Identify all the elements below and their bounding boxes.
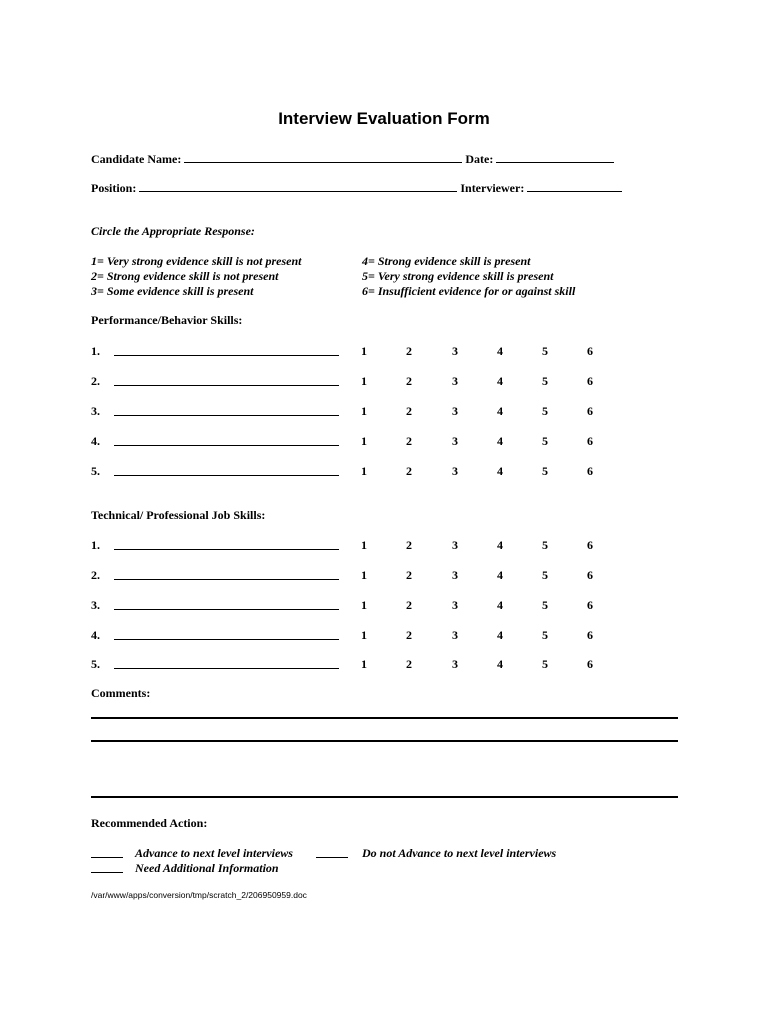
rating-option-2[interactable]: 2 <box>406 628 412 642</box>
rating-option-5[interactable]: 5 <box>542 657 548 671</box>
rating-option-3[interactable]: 3 <box>452 598 458 612</box>
not-advance-option: Do not Advance to next level interviews <box>362 846 557 860</box>
rating-option-3[interactable]: 3 <box>452 344 458 358</box>
row-number: 4. <box>91 628 100 642</box>
row-number: 2. <box>91 374 100 388</box>
form-title: Interview Evaluation Form <box>278 109 490 128</box>
more-info-option: Need Additional Information <box>135 861 279 875</box>
rating-option-4[interactable]: 4 <box>497 434 503 448</box>
technical-skills-heading: Technical/ Professional Job Skills: <box>91 508 266 522</box>
rating-option-1[interactable]: 1 <box>361 657 367 671</box>
rating-option-5[interactable]: 5 <box>542 568 548 582</box>
rating-option-2[interactable]: 2 <box>406 434 412 448</box>
rating-option-1[interactable]: 1 <box>361 628 367 642</box>
rating-option-6[interactable]: 6 <box>587 404 593 418</box>
skill-blank-line[interactable] <box>114 549 339 550</box>
rating-option-2[interactable]: 2 <box>406 538 412 552</box>
skill-blank-line[interactable] <box>114 579 339 580</box>
rating-option-4[interactable]: 4 <box>497 404 503 418</box>
rating-option-5[interactable]: 5 <box>542 538 548 552</box>
scale-item-1: 1= Very strong evidence skill is not present <box>91 254 302 268</box>
more-info-checkbox-line[interactable] <box>91 872 123 873</box>
skill-blank-line[interactable] <box>114 609 339 610</box>
file-path-footer: /var/www/apps/conversion/tmp/scratch_2/206950959.doc <box>91 890 307 900</box>
scale-item-2: 2= Strong evidence skill is not present <box>91 269 279 283</box>
rating-option-6[interactable]: 6 <box>587 434 593 448</box>
row-number: 2. <box>91 568 100 582</box>
rating-option-2[interactable]: 2 <box>406 598 412 612</box>
scale-item-6: 6= Insufficient evidence for or against skill <box>362 284 576 298</box>
rating-option-4[interactable]: 4 <box>497 344 503 358</box>
comment-line[interactable] <box>91 717 678 719</box>
skill-blank-line[interactable] <box>114 668 339 669</box>
skill-blank-line[interactable] <box>114 385 339 386</box>
comment-line[interactable] <box>91 796 678 798</box>
skill-blank-line[interactable] <box>114 639 339 640</box>
rating-option-3[interactable]: 3 <box>452 538 458 552</box>
rating-option-3[interactable]: 3 <box>452 657 458 671</box>
position-line[interactable] <box>139 179 457 192</box>
interviewer-line[interactable] <box>527 179 622 192</box>
skill-blank-line[interactable] <box>114 475 339 476</box>
date-label: Date: <box>465 152 494 166</box>
candidate-name-line[interactable] <box>184 150 462 163</box>
rating-option-6[interactable]: 6 <box>587 344 593 358</box>
scale-item-4: 4= Strong evidence skill is present <box>362 254 531 268</box>
rating-option-4[interactable]: 4 <box>497 628 503 642</box>
skill-blank-line[interactable] <box>114 355 339 356</box>
row-number: 5. <box>91 464 100 478</box>
position-field <box>91 179 622 196</box>
row-number: 3. <box>91 598 100 612</box>
rating-option-2[interactable]: 2 <box>406 568 412 582</box>
rating-option-4[interactable]: 4 <box>497 598 503 612</box>
rating-option-4[interactable]: 4 <box>497 374 503 388</box>
rating-option-4[interactable]: 4 <box>497 464 503 478</box>
row-number: 1. <box>91 344 100 358</box>
skill-blank-line[interactable] <box>114 415 339 416</box>
rating-option-1[interactable]: 1 <box>361 598 367 612</box>
rating-option-2[interactable]: 2 <box>406 657 412 671</box>
rating-option-3[interactable]: 3 <box>452 568 458 582</box>
row-number: 3. <box>91 404 100 418</box>
rating-option-3[interactable]: 3 <box>452 628 458 642</box>
rating-option-5[interactable]: 5 <box>542 434 548 448</box>
not-advance-checkbox-line[interactable] <box>316 857 348 858</box>
skill-blank-line[interactable] <box>114 445 339 446</box>
rating-option-6[interactable]: 6 <box>587 374 593 388</box>
date-line[interactable] <box>496 150 614 163</box>
rating-option-6[interactable]: 6 <box>587 538 593 552</box>
rating-option-2[interactable]: 2 <box>406 464 412 478</box>
rating-option-1[interactable]: 1 <box>361 568 367 582</box>
rating-option-3[interactable]: 3 <box>452 404 458 418</box>
comments-label: Comments: <box>91 686 151 700</box>
rating-option-4[interactable]: 4 <box>497 657 503 671</box>
rating-option-1[interactable]: 1 <box>361 374 367 388</box>
rating-option-1[interactable]: 1 <box>361 344 367 358</box>
rating-option-4[interactable]: 4 <box>497 538 503 552</box>
recommended-action-label: Recommended Action: <box>91 816 208 830</box>
candidate-name-label: Candidate Name: <box>91 152 182 166</box>
rating-option-1[interactable]: 1 <box>361 464 367 478</box>
row-number: 4. <box>91 434 100 448</box>
rating-option-1[interactable]: 1 <box>361 404 367 418</box>
rating-option-2[interactable]: 2 <box>406 404 412 418</box>
advance-option: Advance to next level interviews <box>135 846 293 860</box>
rating-option-1[interactable]: 1 <box>361 434 367 448</box>
rating-option-5[interactable]: 5 <box>542 598 548 612</box>
rating-option-5[interactable]: 5 <box>542 628 548 642</box>
rating-option-6[interactable]: 6 <box>587 628 593 642</box>
performance-skills-heading: Performance/Behavior Skills: <box>91 313 243 327</box>
rating-option-6[interactable]: 6 <box>587 568 593 582</box>
rating-option-6[interactable]: 6 <box>587 598 593 612</box>
comment-line[interactable] <box>91 740 678 742</box>
rating-option-6[interactable]: 6 <box>587 464 593 478</box>
rating-option-5[interactable]: 5 <box>542 374 548 388</box>
rating-option-6[interactable]: 6 <box>587 657 593 671</box>
rating-option-3[interactable]: 3 <box>452 464 458 478</box>
advance-checkbox-line[interactable] <box>91 857 123 858</box>
scale-item-5: 5= Very strong evidence skill is present <box>362 269 554 283</box>
scale-item-3: 3= Some evidence skill is present <box>91 284 254 298</box>
rating-option-2[interactable]: 2 <box>406 344 412 358</box>
rating-option-1[interactable]: 1 <box>361 538 367 552</box>
rating-option-5[interactable]: 5 <box>542 404 548 418</box>
rating-option-5[interactable]: 5 <box>542 344 548 358</box>
row-number: 1. <box>91 538 100 552</box>
row-number: 5. <box>91 657 100 671</box>
rating-option-5[interactable]: 5 <box>542 464 548 478</box>
rating-option-2[interactable]: 2 <box>406 374 412 388</box>
position-label: Position: <box>91 181 137 195</box>
rating-option-3[interactable]: 3 <box>452 374 458 388</box>
candidate-name-field <box>91 150 614 167</box>
instructions-heading: Circle the Appropriate Response: <box>91 224 255 238</box>
rating-option-4[interactable]: 4 <box>497 568 503 582</box>
interviewer-label: Interviewer: <box>460 181 525 195</box>
rating-option-3[interactable]: 3 <box>452 434 458 448</box>
